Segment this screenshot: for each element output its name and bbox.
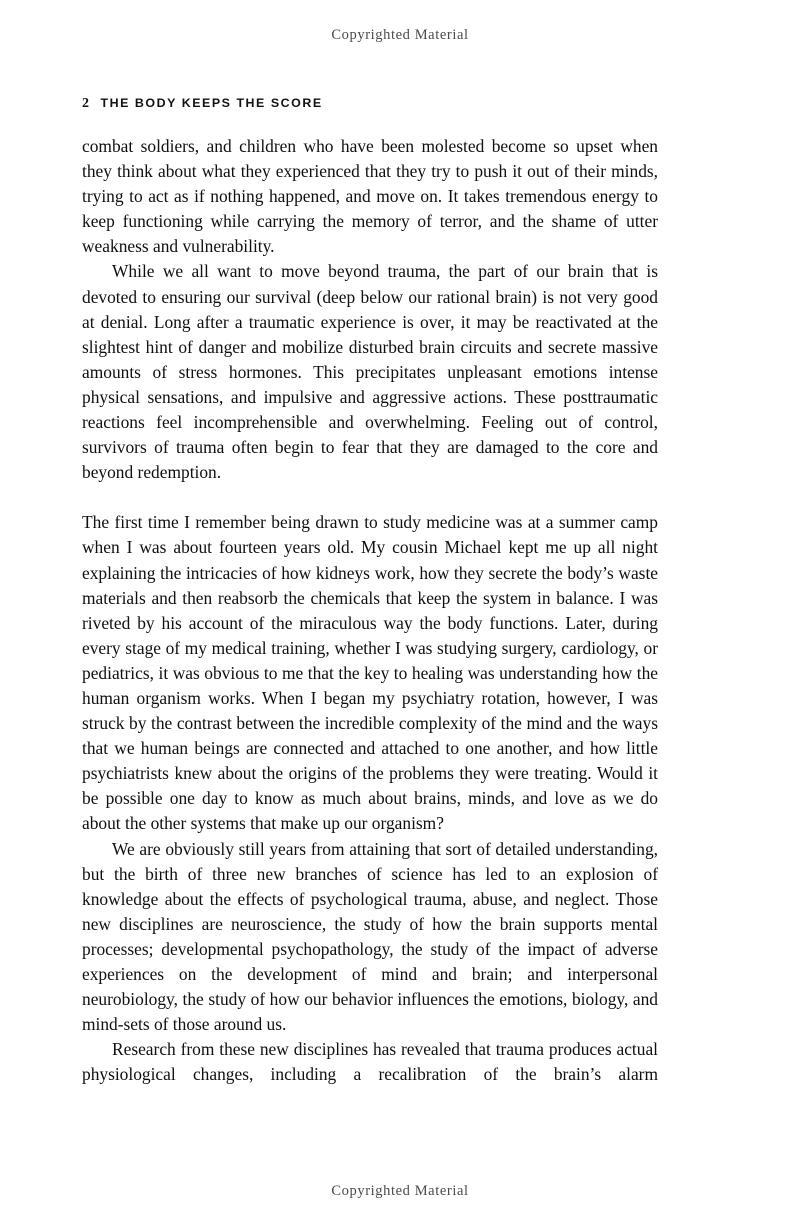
body-paragraph: The first time I remember being drawn to study medicine was at a summer camp when I was about fourteen years old. My cousin Michael kept me up all night explaining the intricacies of how kidneys work, how they secrete the body’s waste materials and then reabsorb the chemicals that keep the system in balance. I was riveted by his account of the miraculous way the body functions. Later, during every stage of my medical training, whether I was studying surgery, cardiology, or pediatrics, it was obvious to me that the key to healing was understanding how the human organism works. When I began my psychiatry rotation, however, I was struck by the contrast between the incredible complexity of the mind and the ways that we human beings are connected and attached to one another, and how little psychiatrists knew about the origins of the problems they were treating. Would it be possible one day to know as much about brains, minds, and love as we do about the other systems that make up our organism? [82, 512, 658, 834]
running-head [82, 96, 658, 112]
body-paragraph: combat soldiers, and children who have been molested become so upset when they think about what they experienced that they try to push it out of their minds, trying to act as if nothing happened, and move on. It takes tremendous energy to keep functioning while carrying the memory of terror, and the shame of utter weakness and vulnerability. [82, 136, 658, 257]
body-paragraph: We are obviously still years from attaining that sort of detailed understanding, but the birth of three new branches of science has led to an explosion of knowledge about the effects of psychological trauma, abuse, and neglect. Those new disciplines are neuroscience, the study of how the brain supports mental processes; developmental psychopathology, the study of the impact of adverse experiences on the development of mind and brain; and interpersonal neurobiology, the study of how our behavior influences the emotions, biology, and mind-sets of those around us. [82, 838, 658, 1035]
body-paragraph: Research from these new disciplines has revealed that trauma produces actual physiological changes, including a recalibration of the brain’s alarm [82, 1039, 658, 1085]
copyright-watermark-top: Copyrighted Material [331, 27, 469, 43]
page-number: 2 [82, 96, 90, 111]
body-paragraph: While we all want to move beyond trauma, the part of our brain that is devoted to ensuring our survival (deep below our rational brain) is not very good at denial. Long after a traumatic experience is over, it may be reactivated at the slightest hint of danger and mobilize disturbed brain circuits and secrete massive amounts of stress hormones. This precipitates unpleasant emotions intense physical sensations, and impulsive and aggressive actions. These posttraumatic reactions feel incomprehensible and overwhelming. Feeling out of control, survivors of trauma often begin to fear that they are damaged to the core and beyond redemption. [82, 261, 658, 483]
book-title: THE BODY KEEPS THE SCORE [100, 96, 323, 110]
copyright-watermark-bottom: Copyrighted Material [331, 1183, 469, 1199]
page-content [82, 96, 658, 1113]
